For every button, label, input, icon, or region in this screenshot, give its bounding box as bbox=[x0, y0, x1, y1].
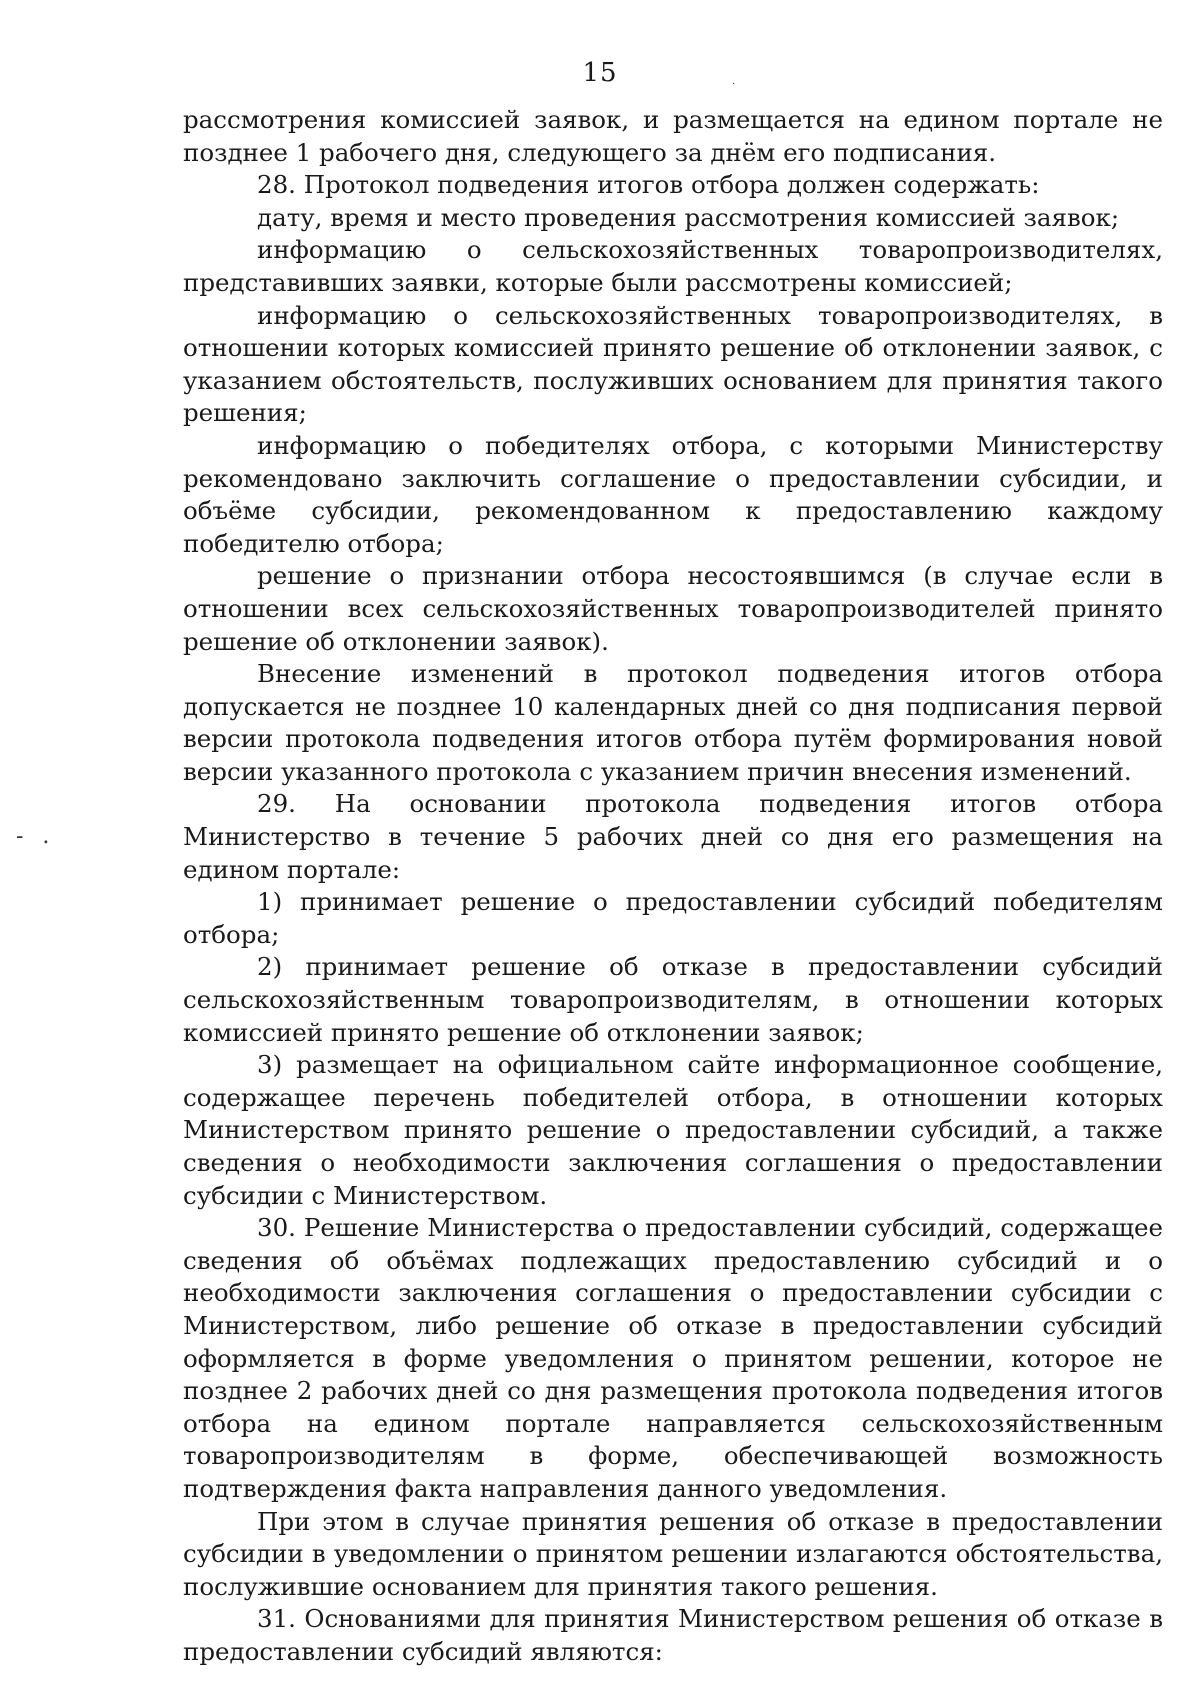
document-body bbox=[183, 104, 1163, 1669]
paragraph: информацию о победителях отбора, с которыми Министерству рекомендовано заключить соглашение о предоставлении субсидии, и объёме субсидии, рекомендованном к предоставлению каждому победителю отбора; bbox=[183, 430, 1163, 558]
paragraph: 3) размещает на официальном сайте информационное сообщение, содержащее перечень победителей отбора, в отношении которых Министерством принято решение о предоставлении субсидий, а также сведения о необходимости заключения соглашения о предоставлении субсидии с Министерством. bbox=[183, 1050, 1163, 1210]
page-number-text: 15 bbox=[582, 58, 618, 88]
paragraph: решение о признании отбора несостоявшимся (в случае если в отношении всех сельскохозяйственных товаропроизводителей принято решение об отклонении заявок). bbox=[183, 561, 1163, 656]
paragraph: дату, время и место проведения рассмотрения комиссией заявок; bbox=[257, 202, 1120, 232]
page-number-mark: . bbox=[732, 76, 737, 87]
paragraph: 31. Основаниями для принятия Министерством решения об отказе в предоставлении субсидий являются: bbox=[183, 1604, 1163, 1666]
margin-mark: - . bbox=[16, 824, 56, 849]
paragraph: рассмотрения комиссией заявок, и размещается на едином портале не позднее 1 рабочего дня, следующего за днём его подписания. bbox=[183, 105, 1163, 167]
paragraph: 2) принимает решение об отказе в предоставлении субсидий сельскохозяйственным товаропроизводителям, в отношении которых комиссией принято решение об отклонении заявок; bbox=[183, 952, 1163, 1047]
page-number bbox=[0, 58, 1200, 88]
paragraph: 29. На основании протокола подведения итогов отбора Министерство в течение 5 рабочих дней со дня его размещения на едином портале: bbox=[183, 789, 1163, 884]
paragraph: информацию о сельскохозяйственных товаропроизводителях, в отношении которых комиссией принято решение об отклонении заявок, с указанием обстоятельств, послуживших основанием для принятия такого решения; bbox=[183, 300, 1163, 428]
paragraph: При этом в случае принятия решения об отказе в предоставлении субсидии в уведомлении о принятом решении излагаются обстоятельства, послужившие основанием для принятия такого решения. bbox=[183, 1506, 1163, 1601]
paragraph: 30. Решение Министерства о предоставлении субсидий, содержащее сведения об объёмах подлежащих предоставлению субсидий и о необходимости заключения соглашения о предоставлении субсидии с Министерством, либо решение об отказе в предоставлении субсидий оформляется в форме уведомления о принятом решении, которое не позднее 2 рабочих дней со дня размещения протокола подведения итогов отбора на едином портале направляется сельскохозяйственным товаропроизводителям в форме, обеспечивающей возможность подтверждения факта направления данного уведомления. bbox=[183, 1213, 1163, 1503]
paragraph: Внесение изменений в протокол подведения итогов отбора допускается не позднее 10 календарных дней со дня подписания первой версии протокола подведения итогов отбора путём формирования новой версии указанного протокола с указанием причин внесения изменений. bbox=[183, 659, 1163, 786]
paragraph: 28. Протокол подведения итогов отбора должен содержать: bbox=[257, 170, 1040, 200]
paragraph: информацию о сельскохозяйственных товаропроизводителях, представивших заявки, которые были рассмотрены комиссией; bbox=[183, 235, 1163, 297]
paragraph: 1) принимает решение о предоставлении субсидий победителям отбора; bbox=[183, 887, 1163, 949]
